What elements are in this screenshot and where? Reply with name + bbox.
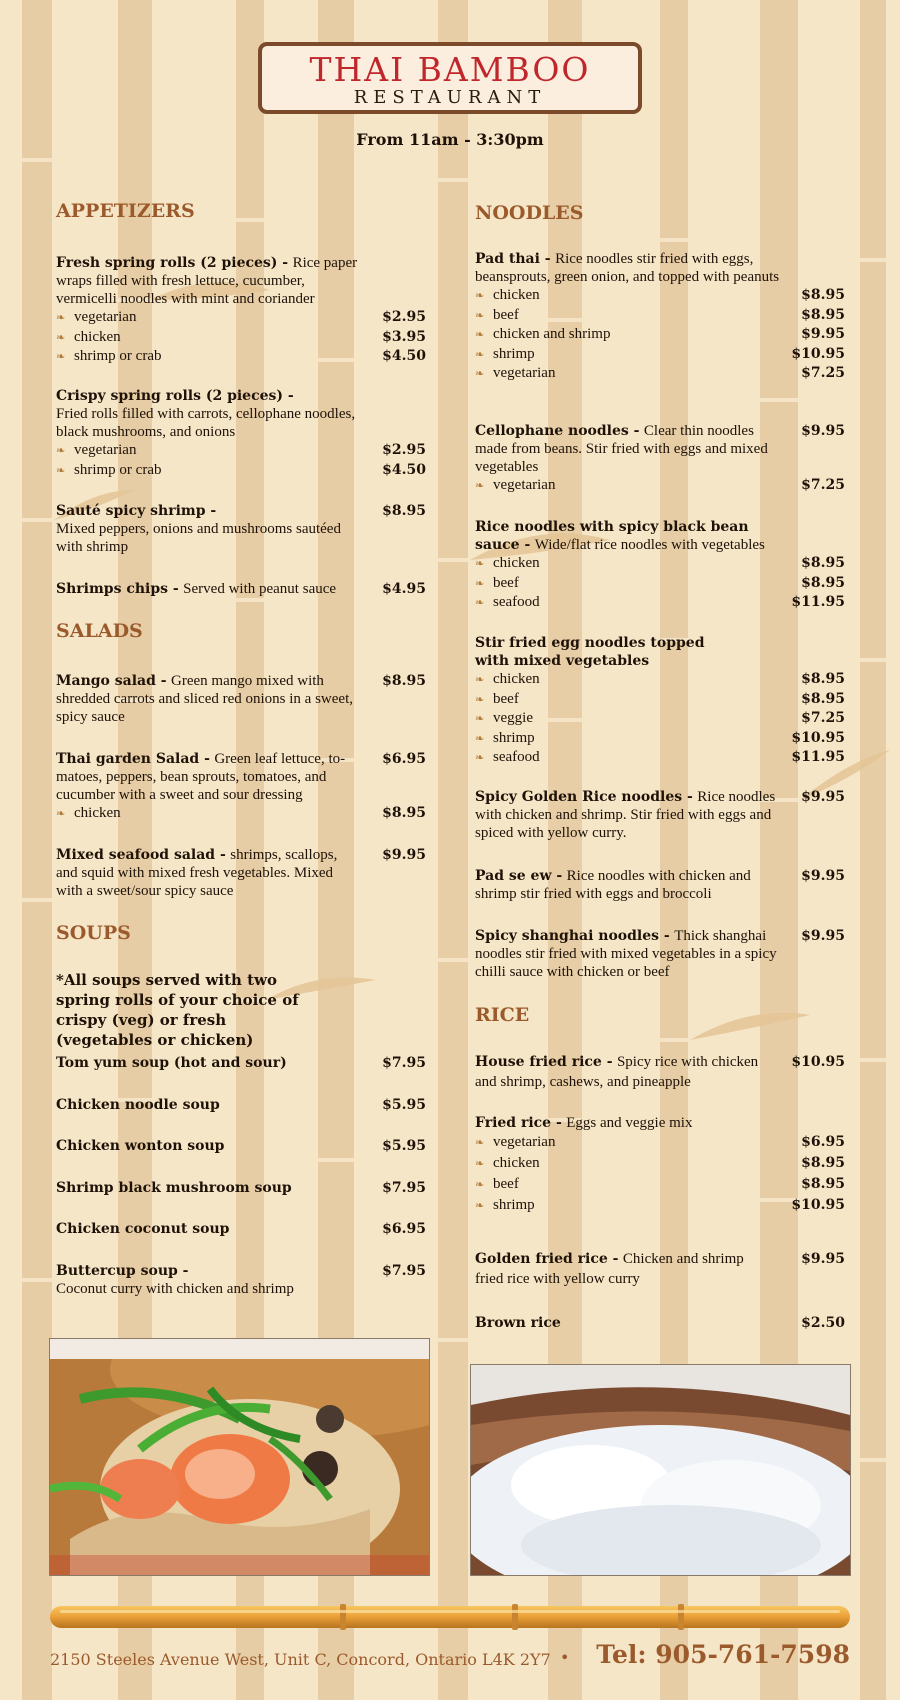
menu-item — [56, 1220, 426, 1238]
item-option — [475, 306, 845, 326]
leaf-bullet-icon: ❧ — [475, 348, 485, 361]
option-label: chicken — [493, 1155, 540, 1171]
item-price: $9.95 — [382, 847, 426, 863]
leaf-bullet-icon: ❧ — [475, 732, 485, 745]
option-label: shrimp or crab — [74, 348, 162, 364]
item-option — [475, 690, 845, 710]
item-option — [475, 593, 845, 613]
item-description: Fried rolls filled with carrots, cellophane noodles, black mushrooms, and onions — [56, 406, 356, 440]
option-label: shrimp or crab — [74, 461, 162, 478]
item-price: $8.95 — [382, 673, 426, 689]
item-name: Chicken coconut soup — [56, 1221, 230, 1237]
item-price: $9.95 — [801, 928, 845, 944]
leaf-bullet-icon: ❧ — [475, 1179, 485, 1191]
item-name: Stir fried egg noodles topped with mixed vegetables — [475, 635, 705, 669]
item-price: $5.95 — [382, 1097, 426, 1113]
rice-section — [475, 1004, 845, 1331]
menu-item — [475, 422, 845, 496]
menu-item — [56, 1054, 426, 1072]
shrimp-soup-photo — [49, 1338, 430, 1576]
item-name: Golden fried rice - — [475, 1251, 619, 1267]
item-option — [475, 670, 845, 690]
option-label: vegetarian — [74, 309, 137, 325]
item-price: $6.95 — [382, 751, 426, 767]
item-description: Rice noodles with chicken and shrimp stir fried with eggs and broccoli — [475, 868, 751, 902]
item-name: Spicy shanghai noodles - — [475, 928, 670, 944]
option-price: $2.95 — [382, 309, 426, 325]
item-option — [475, 554, 845, 574]
option-label: beef — [493, 306, 519, 323]
option-price: $4.50 — [382, 461, 426, 478]
menu-item — [56, 1096, 426, 1114]
item-option — [56, 328, 426, 348]
phone-number[interactable]: Tel: 905-761-7598 — [596, 1640, 850, 1669]
item-name: House fried rice - — [475, 1054, 613, 1070]
option-label: beef — [493, 1176, 519, 1192]
item-option — [475, 286, 845, 306]
leaf-bullet-icon: ❧ — [56, 351, 66, 363]
item-option — [475, 1132, 845, 1153]
item-option — [475, 709, 845, 729]
section-title-appetizers: APPETIZERS — [56, 200, 195, 222]
menu-item — [56, 672, 426, 726]
option-price: $10.95 — [791, 1197, 845, 1213]
item-price: $8.95 — [382, 503, 426, 519]
logo-subtitle: RESTAURANT — [353, 87, 547, 108]
option-label: shrimp — [493, 729, 535, 746]
item-name: Rice noodles with spicy black bean sauce - — [475, 519, 749, 553]
item-option — [475, 1153, 845, 1174]
item-price: $5.95 — [382, 1138, 426, 1154]
section-title-soups: SOUPS — [56, 922, 131, 944]
item-option — [475, 325, 845, 345]
item-description: Clear thin noodles made from beans. Stir fried with eggs and mixed vegetables — [475, 423, 768, 475]
item-name: Tom yum soup (hot and sour) — [56, 1055, 287, 1071]
item-price: $9.95 — [801, 1251, 845, 1267]
menu-item — [56, 254, 426, 367]
item-description: Rice noodles with chicken and shrimp. Stir fried with eggs and spiced with yellow curry. — [475, 789, 776, 841]
option-label: chicken — [74, 805, 121, 821]
item-name: Sauté spicy shrimp - — [56, 503, 217, 519]
menu-item — [56, 1262, 426, 1298]
item-option — [475, 1174, 845, 1195]
menu-item — [475, 634, 845, 768]
option-price: $8.95 — [801, 671, 845, 687]
item-name: Shrimp black mushroom soup — [56, 1180, 292, 1196]
appetizers-section — [56, 200, 426, 597]
salads-section — [56, 620, 426, 899]
item-name: Spicy Golden Rice noodles - — [475, 789, 693, 805]
section-title-salads: SALADS — [56, 620, 143, 642]
item-option — [56, 441, 426, 461]
footer — [50, 1638, 850, 1678]
steamed-rice-photo — [470, 1364, 851, 1576]
option-price: $7.25 — [801, 365, 845, 381]
option-label: vegetarian — [493, 1134, 556, 1150]
option-price: $7.25 — [801, 477, 845, 493]
menu-item — [475, 1249, 845, 1289]
item-option — [475, 476, 845, 496]
item-name: Cellophane noodles - — [475, 423, 640, 439]
opening-hours: From 11am - 3:30pm — [356, 130, 544, 149]
menu-item — [475, 1314, 845, 1332]
leaf-bullet-icon: ❧ — [475, 368, 485, 380]
option-price: $8.95 — [801, 690, 845, 707]
leaf-bullet-icon: ❧ — [475, 1137, 485, 1149]
item-price: $10.95 — [791, 1054, 845, 1070]
leaf-bullet-icon: ❧ — [475, 1200, 485, 1212]
item-description: Coconut curry with chicken and shrimp — [56, 1281, 294, 1297]
option-label: seafood — [493, 749, 540, 765]
item-option — [56, 347, 426, 367]
item-price: $7.95 — [382, 1263, 426, 1279]
menu-item — [56, 750, 426, 824]
leaf-bullet-icon: ❧ — [56, 808, 66, 820]
option-price: $8.95 — [801, 287, 845, 303]
menu-item — [475, 867, 845, 903]
soups-note: *All soups served with two spring rolls of your choice of crispy (veg) or fresh (vegetables or chicken) — [56, 971, 299, 1049]
menu-item — [475, 518, 845, 613]
option-price: $11.95 — [791, 749, 845, 765]
option-price: $8.95 — [801, 574, 845, 591]
option-label: chicken — [493, 671, 540, 687]
menu-item — [56, 1137, 426, 1155]
item-description: Eggs and veggie mix — [566, 1115, 693, 1131]
option-label: chicken — [493, 287, 540, 303]
item-description: Green mango mixed with shredded carrots and sliced red onions in a sweet, spicy sauce — [56, 673, 353, 725]
item-name: Pad thai - — [475, 251, 551, 267]
option-price: $8.95 — [801, 306, 845, 323]
option-price: $8.95 — [801, 555, 845, 571]
bamboo-divider — [50, 1604, 850, 1630]
restaurant-logo — [258, 42, 642, 114]
menu-item — [475, 788, 845, 842]
item-description: Mixed peppers, onions and mushrooms sautéed with shrimp — [56, 521, 341, 555]
item-description: shrimps, scallops, and squid with mixed fresh vegetables. Mixed with a sweet/sour spicy sauce — [56, 847, 338, 899]
item-description: Green leaf lettuce, to-matoes, peppers, bean sprouts, tomatoes, and cucumber with a sweet and sour dressing — [56, 751, 346, 803]
option-label: beef — [493, 574, 519, 591]
option-label: chicken and shrimp — [493, 326, 611, 342]
item-name: Pad se ew - — [475, 868, 563, 884]
logo-title: THAI BAMBOO — [309, 50, 591, 89]
item-option — [475, 345, 845, 365]
noodles-section — [475, 202, 845, 980]
leaf-bullet-icon: ❧ — [475, 693, 485, 706]
menu-item — [56, 502, 426, 556]
menu-item — [475, 1114, 845, 1216]
leaf-bullet-icon: ❧ — [475, 1158, 485, 1170]
leaf-bullet-icon: ❧ — [56, 464, 66, 477]
item-option — [475, 364, 845, 384]
leaf-bullet-icon: ❧ — [475, 597, 485, 609]
item-price: $9.95 — [801, 868, 845, 884]
option-label: shrimp — [493, 345, 535, 362]
option-label: chicken — [493, 555, 540, 571]
leaf-bullet-icon: ❧ — [475, 674, 485, 686]
option-label: shrimp — [493, 1197, 535, 1213]
leaf-bullet-icon: ❧ — [475, 558, 485, 570]
leaf-bullet-icon: ❧ — [475, 713, 485, 725]
item-name: Chicken wonton soup — [56, 1138, 225, 1154]
item-name: Buttercup soup - — [56, 1263, 189, 1279]
item-option — [475, 729, 845, 749]
leaf-bullet-icon: ❧ — [475, 480, 485, 492]
leaf-bullet-icon: ❧ — [56, 445, 66, 457]
item-name: Mango salad - — [56, 673, 167, 689]
option-price: $4.50 — [382, 348, 426, 364]
option-price: $7.25 — [801, 710, 845, 726]
option-label: veggie — [493, 710, 533, 726]
leaf-bullet-icon: ❧ — [475, 329, 485, 341]
menu-item — [475, 250, 845, 384]
menu-item — [56, 580, 426, 598]
option-price: $10.95 — [791, 345, 845, 362]
option-price: $10.95 — [791, 729, 845, 746]
item-price: $2.50 — [801, 1315, 845, 1331]
item-option — [56, 308, 426, 328]
item-option — [475, 748, 845, 768]
option-label: vegetarian — [493, 365, 556, 381]
leaf-bullet-icon: ❧ — [475, 309, 485, 322]
item-description: Served with peanut sauce — [183, 581, 337, 597]
item-name: Brown rice — [475, 1315, 561, 1331]
item-name: Thai garden Salad - — [56, 751, 210, 767]
item-name: Crispy spring rolls (2 pieces) - — [56, 388, 294, 404]
item-description: Spicy rice with chicken and shrimp, cashews, and pineapple — [475, 1054, 759, 1090]
leaf-bullet-icon: ❧ — [475, 577, 485, 590]
soups-section — [56, 922, 426, 1297]
option-price: $3.95 — [382, 328, 426, 345]
leaf-bullet-icon: ❧ — [56, 331, 66, 344]
item-description: Wide/flat rice noodles with vegetables — [534, 537, 765, 553]
section-title-rice: RICE — [475, 1004, 530, 1026]
option-price: $2.95 — [382, 442, 426, 458]
option-price: $11.95 — [791, 594, 845, 610]
item-price: $4.95 — [382, 581, 426, 597]
item-option — [475, 1195, 845, 1216]
item-option — [475, 574, 845, 594]
option-label: chicken — [74, 328, 121, 345]
item-name: Fried rice - — [475, 1115, 562, 1131]
item-name: Fresh spring rolls (2 pieces) - — [56, 255, 289, 271]
item-price: $7.95 — [382, 1180, 426, 1196]
option-label: vegetarian — [493, 477, 556, 493]
item-price: $9.95 — [801, 789, 845, 805]
item-option — [56, 804, 426, 824]
item-name: Mixed seafood salad - — [56, 847, 226, 863]
leaf-bullet-icon: ❧ — [56, 312, 66, 324]
section-title-noodles: NOODLES — [475, 202, 584, 224]
menu-item — [475, 1052, 845, 1092]
item-description: Rice noodles stir fried with eggs, beansprouts, green onion, and topped with peanuts — [475, 251, 780, 285]
menu-item — [56, 846, 426, 900]
item-price: $6.95 — [382, 1221, 426, 1237]
option-label: seafood — [493, 594, 540, 610]
item-description: Chicken and shrimp fried rice with yellow curry — [475, 1251, 744, 1287]
option-label: vegetarian — [74, 442, 137, 458]
leaf-bullet-icon: ❧ — [475, 752, 485, 764]
option-price: $8.95 — [801, 1155, 845, 1171]
menu-item — [56, 1179, 426, 1197]
menu-item — [475, 927, 845, 981]
option-price: $9.95 — [801, 326, 845, 342]
item-option — [56, 461, 426, 481]
item-name: Chicken noodle soup — [56, 1097, 220, 1113]
menu-item — [56, 387, 426, 480]
option-price: $6.95 — [801, 1134, 845, 1150]
option-price: $8.95 — [801, 1176, 845, 1192]
footer-separator: • — [560, 1648, 570, 1667]
option-label: beef — [493, 690, 519, 707]
item-name: Shrimps chips - — [56, 581, 179, 597]
item-description: Thick shanghai noodles stir fried with mixed vegetables in a spicy chilli sauce with chicken or beef — [475, 928, 777, 980]
item-price: $9.95 — [801, 423, 845, 439]
leaf-bullet-icon: ❧ — [475, 290, 485, 302]
item-price: $7.95 — [382, 1055, 426, 1071]
option-price: $8.95 — [382, 805, 426, 821]
restaurant-address: 2150 Steeles Avenue West, Unit C, Concord, Ontario L4K 2Y7 — [50, 1650, 551, 1669]
item-description: Rice paper wraps filled with fresh lettuce, cucumber, vermicelli noodles with mint and coriander — [56, 255, 358, 307]
